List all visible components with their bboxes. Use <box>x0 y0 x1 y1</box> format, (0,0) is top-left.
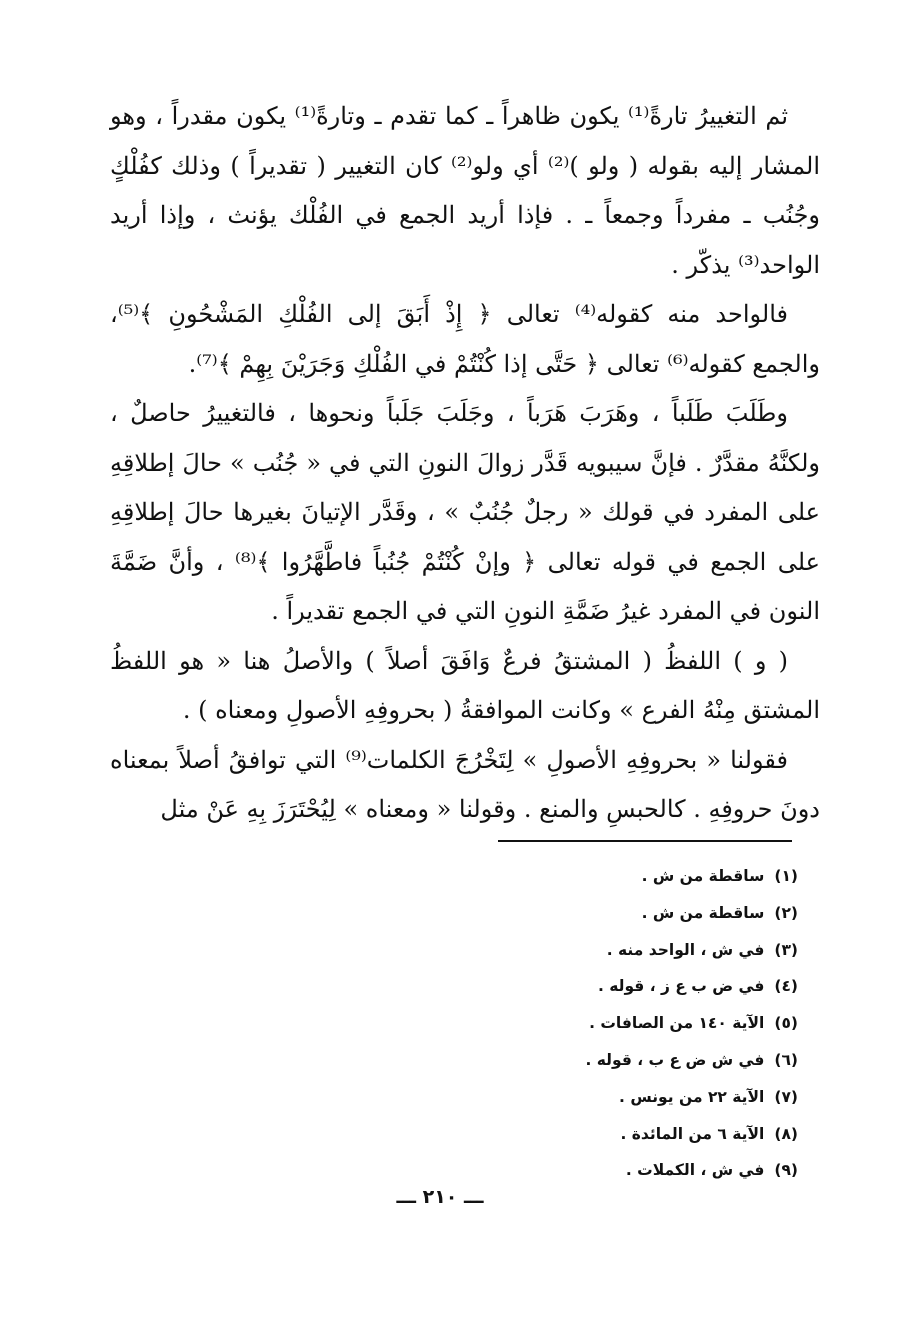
footnote-number: (٢) <box>774 903 798 922</box>
footnote-item <box>300 932 798 969</box>
paragraph: ثم التغييرُ تارةً⁽¹⁾ يكون ظاهراً ـ كما تقدم ـ وتارةً⁽¹⁾ يكون مقدراً ، وهو المشار إليه بقوله ( ولو )⁽²⁾ أي ولو⁽²⁾ كان التغيير ( تقديراً ) وذلك كفُلْكٍ وجُنُب ـ مفرداً وجمعاً ـ . فإذا أريد الجمع في الفُلْك يؤنث ، وإذا أريد الواحد⁽³⁾ يذكّر . <box>110 102 820 279</box>
footnote-number: (٤) <box>774 977 798 996</box>
footnote-text: الآية ٢٢ من يونس . <box>619 1087 765 1106</box>
footnote-number: (٣) <box>774 940 798 959</box>
footnote-item <box>300 968 798 1005</box>
footnote-separator <box>498 840 792 842</box>
paragraph: فقولنا « بحروفِهِ الأصولِ » لِتَخْرُجَ الكلمات⁽⁹⁾ التي توافقُ أصلاً بمعناه دونَ حروفِهِ . كالحبسِ والمنع . وقولنا « ومعناه » لِيُحْتَرَزَ بِهِ عَنْ مثل <box>110 745 820 823</box>
footnote-text: في ش ، الكملات . <box>625 1161 765 1180</box>
footnote-text: في ش ، الواحد منه . <box>606 940 765 959</box>
footnote-number: (٨) <box>774 1124 798 1143</box>
paragraph: وطَلَبَ طَلَباً ، وهَرَبَ هَرَباً ، وجَلَبَ جَلَباً ونحوها ، فالتغييرُ حاصلٌ ، ولكنَّهُ مقدَّرٌ . فإنَّ سيبويه قَدَّر زوالَ النونِ التي في « جُنُب » حالَ إطلاقِهِ على المفرد في قولك « رجلٌ جُنُبٌ » ، وقَدَّر الإتيانَ بغيرها حالَ إطلاقِهِ على الجمع في قوله تعالى ﴿ وإنْ كُنْتُمْ جُنُباً فاطَّهَّرُوا ﴾⁽⁸⁾ ، وأنَّ ضَمَّةَ النون في المفرد غيرُ ضَمَّةِ النونِ التي في الجمع تقديراً . <box>110 399 820 625</box>
main-text <box>110 92 820 835</box>
footnote-item <box>300 858 798 895</box>
footnote-number: (١) <box>774 867 798 885</box>
footnote-text: الآية ١٤٠ من الصافات . <box>589 1014 765 1033</box>
footnote-item <box>300 1005 798 1042</box>
page-number: ـــ ٢١٠ ـــ <box>396 1186 484 1208</box>
footnote-text: في ض ب ع ز ، قوله . <box>597 977 765 996</box>
footnote-text: الآية ٦ من المائدة . <box>620 1124 765 1143</box>
footnote-text: ساقطة من ش . <box>641 867 765 885</box>
footnote-item <box>300 895 798 932</box>
footnote-item <box>300 1079 798 1116</box>
footnote-number: (٩) <box>774 1161 798 1180</box>
footnote-text: في ش ض ع ب ، قوله . <box>585 1050 765 1069</box>
footnote-text: ساقطة من ش . <box>641 903 765 922</box>
footnote-item <box>300 1042 798 1079</box>
footnote-number: (٥) <box>774 1014 798 1033</box>
footnote-item <box>300 1152 798 1189</box>
footnote-number: (٧) <box>774 1087 798 1106</box>
footnote-item <box>300 1116 798 1153</box>
paragraph: فالواحد منه كقوله⁽⁴⁾ تعالى ﴿ إِذْ أَبَقَ إلى الفُلْكِ المَشْحُونِ ﴾⁽⁵⁾، والجمع كقوله⁽⁶⁾ تعالى ﴿ حَتَّى إذا كُنْتُمْ في الفُلْكِ وَجَرَيْنَ بِهِمْ ﴾⁽⁷⁾. <box>110 300 820 378</box>
paragraph: ( و ) اللفظُ ( المشتقُ فرعٌ وَافَقَ أصلاً ) والأصلُ هنا « هو اللفظُ المشتق مِنْهُ الفرع » وكانت الموافقةُ ( بحروفِهِ الأصولِ ومعناه ) . <box>110 646 820 724</box>
footnotes <box>300 858 798 1189</box>
footnote-number: (٦) <box>774 1050 798 1069</box>
